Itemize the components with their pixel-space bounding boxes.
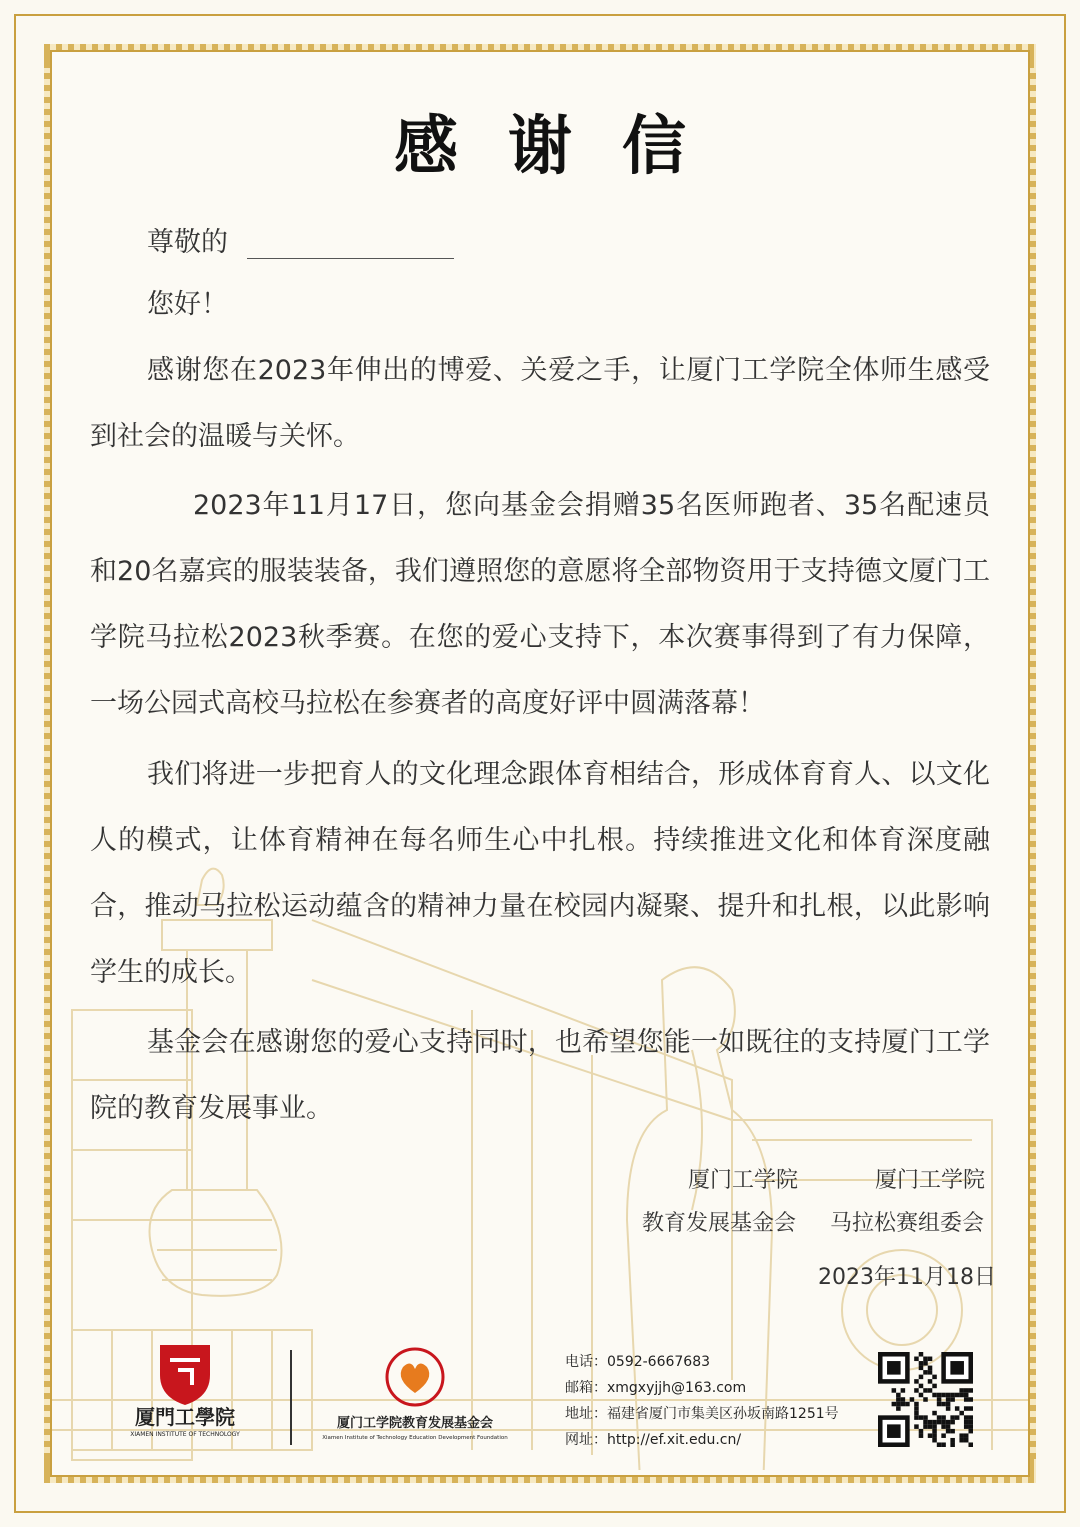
contact-website[interactable]: 网址：http://ef.xit.edu.cn/ bbox=[565, 1432, 742, 1448]
footer-divider bbox=[290, 1350, 292, 1445]
contact-email[interactable]: 邮箱：xmgxyjjh@163.com bbox=[565, 1380, 747, 1396]
school-logo-en: XIAMEN INSTITUTE OF TECHNOLOGY bbox=[130, 1431, 240, 1438]
greeting: 尊敬的 bbox=[147, 227, 228, 258]
recipient-blank-line bbox=[247, 258, 454, 259]
paragraph-1: 感谢您在2023年伸出的博爱、关爱之手，让厦门工学院全体师生感受到社会的温暖与关怀。 bbox=[90, 355, 990, 452]
foundation-logo-en: Xiamen Institute of Technology Education Development Foundation bbox=[322, 1435, 508, 1441]
foundation-logo-name: 厦门工学院教育发展基金会 bbox=[336, 1416, 494, 1431]
contact-address: 地址：福建省厦门市集美区孙坂南路1251号 bbox=[565, 1406, 839, 1422]
signature-org2-line1: 厦门工学院 bbox=[875, 1168, 986, 1193]
signature-org2-line2: 马拉松赛组委会 bbox=[830, 1211, 985, 1236]
signature-date: 2023年11月18日 bbox=[818, 1265, 996, 1290]
letter-title: 感谢信 bbox=[394, 109, 736, 184]
salutation: 您好！ bbox=[147, 289, 228, 320]
foundation-logo bbox=[315, 1345, 515, 1445]
school-logo bbox=[100, 1340, 270, 1440]
paragraph-4: 基金会在感谢您的爱心支持同时，也希望您能一如既往的支持厦门工学院的教育发展事业。 bbox=[90, 1027, 990, 1124]
qr-code[interactable] bbox=[878, 1352, 973, 1447]
signature-org1-line1: 厦门工学院 bbox=[688, 1168, 799, 1193]
signature-org1-line2: 教育发展基金会 bbox=[642, 1211, 797, 1236]
school-logo-name: 厦門工學院 bbox=[135, 1405, 235, 1429]
paragraph-3: 我们将进一步把育人的文化理念跟体育相结合，形成体育育人、以文化人的模式，让体育精神在每名师生心中扎根。持续推进文化和体育深度融合，推动马拉松运动蕴含的精神力量在校园内凝聚、提升和扎根，以此影响学生的成长。 bbox=[90, 759, 990, 988]
contact-phone: 电话：0592-6667683 bbox=[565, 1354, 711, 1370]
paragraph-2: 2023年11月17日，您向基金会捐赠35名医师跑者、35名配速员和20名嘉宾的服装装备，我们遵照您的意愿将全部物资用于支持德文厦门工学院马拉松2023秋季赛。在您的爱心支持下，本次赛事得到了有力保障，一场公园式高校马拉松在参赛者的高度好评中圆满落幕！ bbox=[90, 490, 990, 719]
